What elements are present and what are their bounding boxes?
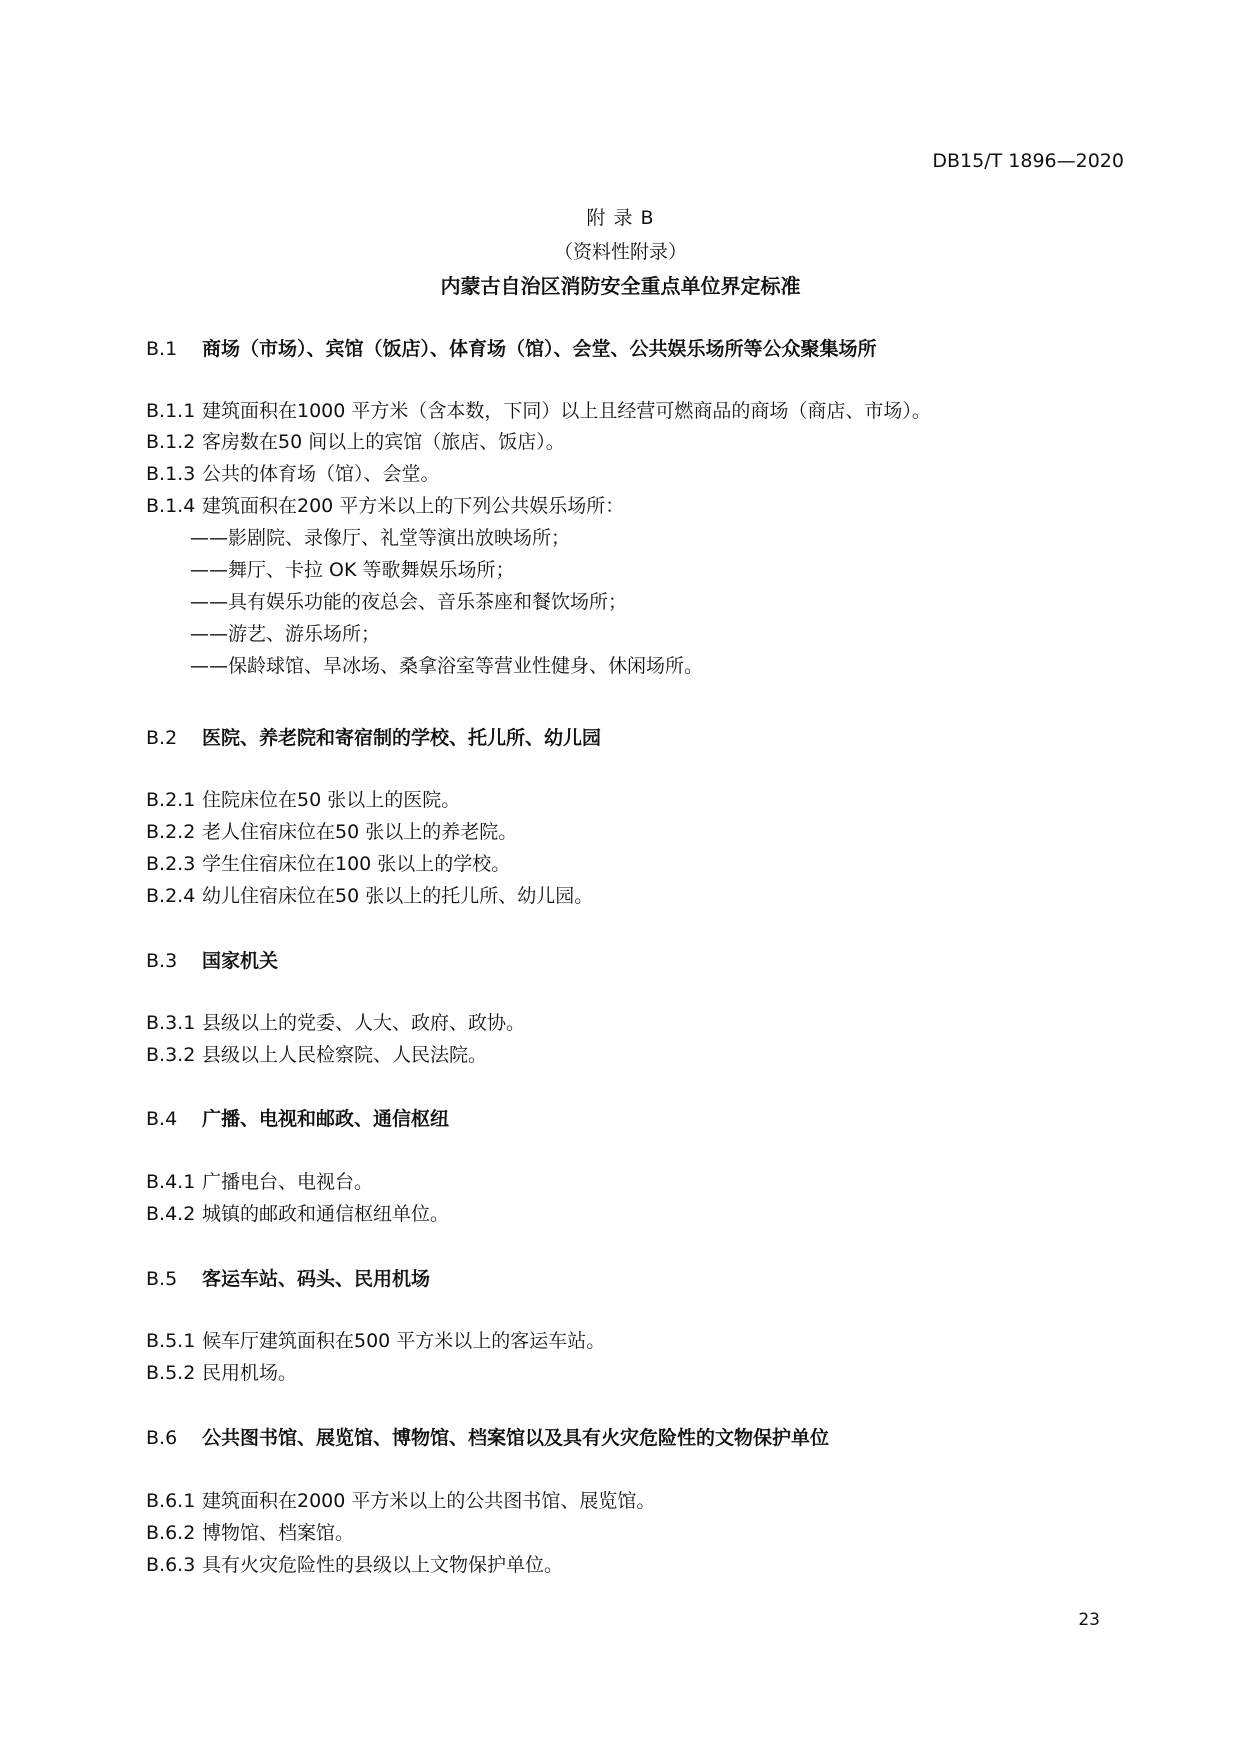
clause-text: 学生住宿床位在100 张以上的学校。 bbox=[202, 853, 511, 875]
clause-item bbox=[146, 1008, 525, 1035]
appendix-subtitle: （资料性附录） bbox=[553, 241, 687, 263]
appendix-title: 附 录 B bbox=[586, 207, 655, 229]
list-dash-item: ——具有娱乐功能的夜总会、音乐茶座和餐饮场所； bbox=[190, 591, 628, 613]
clause-number: B.1.3 bbox=[146, 463, 196, 485]
clause-text: 具有火灾危险性的县级以上文物保护单位。 bbox=[202, 1554, 564, 1576]
clause-item bbox=[146, 1358, 297, 1385]
list-dash-item: ——游艺、游乐场所； bbox=[190, 623, 381, 645]
clause-text: 建筑面积在1000 平方米（含本数，下同）以上且经营可燃商品的商场（商店、市场）。 bbox=[202, 400, 931, 422]
clause-number: B.3.2 bbox=[146, 1044, 196, 1066]
clause-text: 博物馆、档案馆。 bbox=[202, 1522, 355, 1544]
section-title: 医院、养老院和寄宿制的学校、托儿所、幼儿园 bbox=[202, 727, 602, 749]
clause-item bbox=[146, 459, 440, 486]
clause-item bbox=[146, 1199, 449, 1226]
list-dash-item: ——影剧院、录像厅、礼堂等演出放映场所； bbox=[190, 527, 571, 549]
clause-text: 住院床位在50 张以上的医院。 bbox=[202, 789, 461, 811]
clause-item bbox=[146, 491, 624, 518]
clause-item bbox=[146, 396, 931, 423]
clause-text: 公共的体育场（馆）、会堂。 bbox=[202, 463, 440, 485]
clause-text: 县级以上的党委、人大、政府、政协。 bbox=[202, 1012, 526, 1034]
section-heading bbox=[146, 1104, 449, 1131]
section-number: B.4 bbox=[146, 1108, 178, 1130]
clause-number: B.5.1 bbox=[146, 1330, 196, 1352]
clause-text: 建筑面积在2000 平方米以上的公共图书馆、展览馆。 bbox=[202, 1490, 656, 1512]
clause-item bbox=[146, 817, 517, 844]
clause-number: B.2.1 bbox=[146, 789, 196, 811]
section-number: B.2 bbox=[146, 727, 178, 749]
section-title: 广播、电视和邮政、通信枢纽 bbox=[202, 1108, 450, 1130]
clause-text: 幼儿住宿床位在50 张以上的托儿所、幼儿园。 bbox=[202, 885, 594, 907]
clause-number: B.3.1 bbox=[146, 1012, 196, 1034]
section-number: B.6 bbox=[146, 1427, 178, 1449]
clause-item bbox=[146, 1040, 487, 1067]
clause-item bbox=[146, 1326, 605, 1353]
section-heading bbox=[146, 946, 278, 973]
clause-number: B.6.2 bbox=[146, 1522, 196, 1544]
clause-text: 广播电台、电视台。 bbox=[202, 1171, 374, 1193]
clause-item bbox=[146, 1167, 373, 1194]
clause-text: 民用机场。 bbox=[202, 1362, 298, 1384]
clause-number: B.1.2 bbox=[146, 431, 196, 453]
clause-number: B.5.2 bbox=[146, 1362, 196, 1384]
clause-number: B.6.1 bbox=[146, 1490, 196, 1512]
clause-item bbox=[146, 785, 460, 812]
clause-text: 老人住宿床位在50 张以上的养老院。 bbox=[202, 821, 518, 843]
section-heading bbox=[146, 723, 601, 750]
standard-code: DB15/T 1896—2020 bbox=[932, 150, 1124, 172]
clause-item bbox=[146, 881, 593, 908]
section-title: 商场（市场）、宾馆（饭店）、体育场（馆）、会堂、公共娱乐场所等公众聚集场所 bbox=[202, 338, 877, 360]
clause-item bbox=[146, 1550, 563, 1577]
appendix-main-title: 内蒙古自治区消防安全重点单位界定标准 bbox=[440, 274, 801, 298]
clause-number: B.2.3 bbox=[146, 853, 196, 875]
clause-number: B.2.2 bbox=[146, 821, 196, 843]
section-title: 国家机关 bbox=[202, 950, 279, 972]
section-number: B.5 bbox=[146, 1268, 178, 1290]
clause-item bbox=[146, 1518, 354, 1545]
list-dash-item: ——保龄球馆、旱冰场、桑拿浴室等营业性健身、休闲场所。 bbox=[190, 655, 704, 677]
page-number: 23 bbox=[1078, 1610, 1100, 1630]
clause-number: B.4.1 bbox=[146, 1171, 196, 1193]
section-number: B.3 bbox=[146, 950, 178, 972]
clause-number: B.2.4 bbox=[146, 885, 196, 907]
clause-text: 候车厅建筑面积在500 平方米以上的客运车站。 bbox=[202, 1330, 606, 1352]
clause-item bbox=[146, 1486, 655, 1513]
list-dash-item: ——舞厅、卡拉 OK 等歌舞娱乐场所； bbox=[190, 559, 515, 581]
clause-item bbox=[146, 427, 565, 454]
section-heading bbox=[146, 334, 877, 361]
section-title: 客运车站、码头、民用机场 bbox=[202, 1268, 431, 1290]
clause-number: B.4.2 bbox=[146, 1203, 196, 1225]
section-number: B.1 bbox=[146, 338, 178, 360]
clause-text: 客房数在50 间以上的宾馆（旅店、饭店）。 bbox=[202, 431, 565, 453]
clause-number: B.1.1 bbox=[146, 400, 196, 422]
clause-text: 建筑面积在200 平方米以上的下列公共娱乐场所： bbox=[202, 495, 625, 517]
clause-text: 城镇的邮政和通信枢纽单位。 bbox=[202, 1203, 450, 1225]
section-heading bbox=[146, 1264, 430, 1291]
clause-item bbox=[146, 849, 510, 876]
section-title: 公共图书馆、展览馆、博物馆、档案馆以及具有火灾危险性的文物保护单位 bbox=[202, 1427, 830, 1449]
clause-number: B.1.4 bbox=[146, 495, 196, 517]
clause-number: B.6.3 bbox=[146, 1554, 196, 1576]
clause-text: 县级以上人民检察院、人民法院。 bbox=[202, 1044, 488, 1066]
section-heading bbox=[146, 1423, 829, 1450]
